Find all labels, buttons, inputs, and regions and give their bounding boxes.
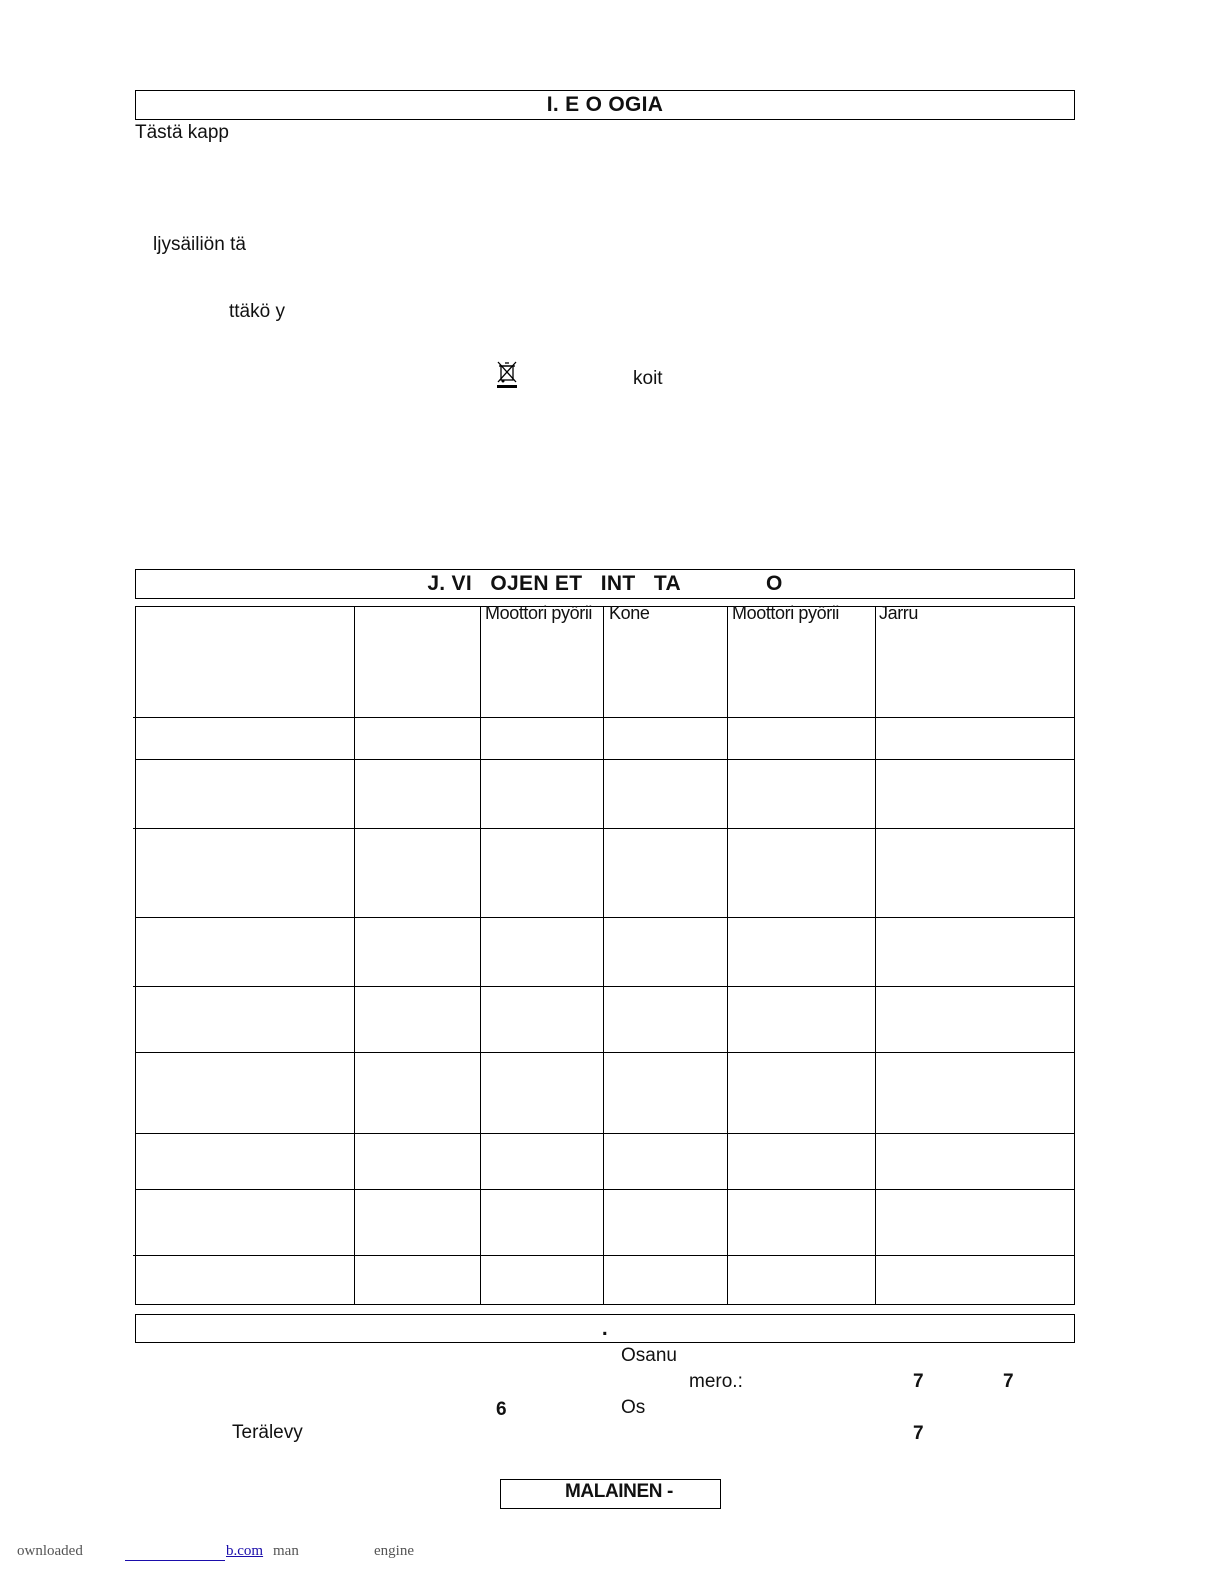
section-i-title: I. E O OGIA — [135, 90, 1075, 120]
os-text: Os — [621, 1397, 646, 1418]
download-word-2: engine — [374, 1543, 414, 1559]
table-col-divider — [875, 606, 876, 1305]
table-row-divider — [135, 759, 1075, 760]
table-header-moottori-1: Moottori pyörii — [485, 603, 593, 623]
table-col-divider — [603, 606, 604, 1305]
download-link[interactable]: b.com — [226, 1543, 264, 1559]
number-seven-c: 7 — [913, 1423, 924, 1444]
language-label-box — [500, 1479, 721, 1509]
download-link-underline — [125, 1560, 225, 1561]
teralevy-text: Terälevy — [232, 1422, 303, 1443]
section-i-text-4: koit — [633, 368, 663, 389]
number-six: 6 — [496, 1399, 507, 1420]
table-row-divider — [135, 917, 1075, 918]
table-row-divider — [133, 828, 1075, 829]
number-seven-b: 7 — [1003, 1371, 1014, 1392]
table-row-divider — [133, 1255, 1075, 1256]
maintenance-table — [135, 606, 1075, 1305]
section-j-title: J. VI OJEN ET INT TA O — [135, 569, 1075, 599]
section-i-text-1: Tästä kapp — [135, 122, 229, 143]
table-header-moottori-2: Moottori pyörii — [732, 603, 840, 623]
table-row-divider — [135, 1133, 1075, 1134]
section-i-text-2: ljysäiliön tä — [153, 234, 246, 255]
section-k-title: . — [135, 1314, 1075, 1343]
table-header-kone: Kone — [609, 603, 650, 623]
table-row-divider — [133, 717, 1075, 718]
download-word-1: man — [273, 1543, 299, 1559]
table-col-divider — [727, 606, 728, 1305]
number-seven-a: 7 — [913, 1371, 924, 1392]
language-label: MALAINEN - — [565, 1481, 673, 1502]
crossed-out-wheelie-bin-icon — [495, 360, 519, 390]
table-col-divider — [354, 606, 355, 1305]
section-i-text-3: ttäkö y — [229, 301, 285, 322]
mero-text: mero.: — [689, 1371, 743, 1392]
table-header-jarru: Jarru — [879, 603, 919, 623]
table-col-divider — [480, 606, 481, 1305]
osanu-text: Osanu — [621, 1345, 677, 1366]
table-row-divider — [133, 986, 1075, 987]
download-prefix: ownloaded — [17, 1543, 83, 1559]
table-row-divider — [135, 1189, 1075, 1190]
table-row-divider — [135, 1052, 1075, 1053]
